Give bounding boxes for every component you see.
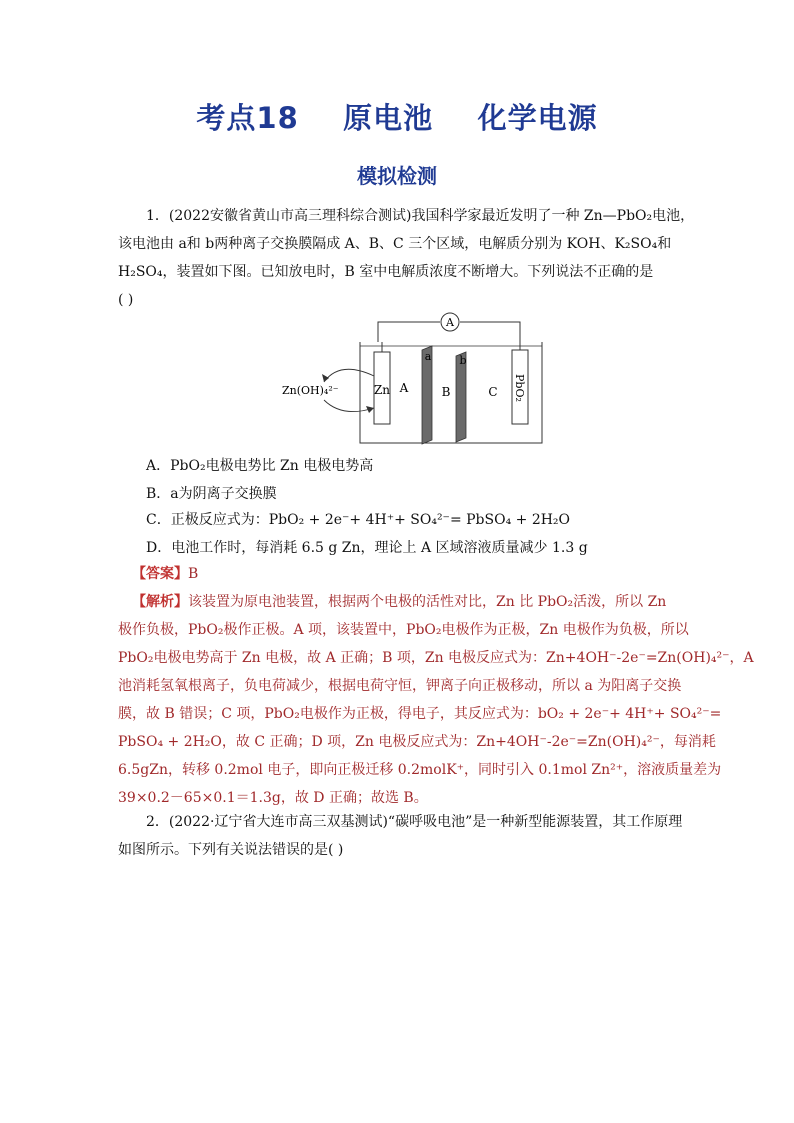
analysis-line-7: 6.5gZn，转移 0.2mol 电子，即向正极迁移 0.2molK⁺，同时引入 0.1mol Zn²⁺，溶液质量差为 — [118, 762, 722, 778]
title-part-3: 化学电源 — [477, 101, 598, 135]
answer-tag: 【答案】 — [132, 566, 188, 582]
analysis-line-2: 极作负极，PbO₂极作正极。A 项，该装置中，PbO₂电极作为正极，Zn 电极作为负极，所以 — [118, 622, 689, 638]
q2-line-1: 2．(2022·辽宁省大连市高三双基测试)“碳呼吸电池”是一种新型能源装置，其工作原理 — [146, 814, 683, 830]
analysis-line-4: 池消耗氢氧根离子，负电荷减少，根据电荷守恒，钾离子向正极移动，所以 a 为阳离子交换 — [118, 678, 682, 694]
q1-line-4: ( ) — [118, 292, 134, 308]
pbo2-label: PbO₂ — [513, 374, 526, 402]
zincate-ion-label: Zn(OH)₄²⁻ — [282, 384, 339, 397]
question-2-stem — [146, 808, 706, 836]
page-title — [0, 96, 794, 137]
region-b-label: B — [441, 385, 451, 399]
answer-value: B — [188, 566, 199, 582]
analysis-line-3: PbO₂电极电势高于 Zn 电极，故 A 正确；B 项，Zn 电极反应式为：Zn+4OH⁻-2e⁻=Zn(OH)₄²⁻，A — [118, 650, 754, 666]
option-a: A．PbO₂电极电势比 Zn 电极电势高 — [146, 458, 374, 474]
analysis-line-6: PbSO₄ + 2H₂O，故 C 正确；D 项，Zn 电极反应式为：Zn+4OH⁻-2e⁻=Zn(OH)₄²⁻，每消耗 — [118, 734, 716, 750]
answer-line — [132, 560, 198, 588]
analysis-line-1: 该装置为原电池装置，根据两个电极的活性对比，Zn 比 PbO₂活泼，所以 Zn — [188, 594, 667, 610]
analysis-tag: 【解析】 — [132, 594, 188, 610]
membrane-a-label: a — [424, 350, 432, 363]
analysis-body — [118, 616, 754, 812]
battery-diagram — [280, 312, 550, 448]
analysis-line-5: 膜，故 B 错误；C 项，PbO₂电极作为正极，得电子，其反应式为：bO₂ + 2e⁻+ 4H⁺+ SO₄²⁻= — [118, 706, 722, 722]
question-1-stem — [146, 202, 706, 230]
title-part-2: 原电池 — [343, 101, 434, 135]
q1-line-2: 该电池由 a和 b两种离子交换膜隔成 A、B、C 三个区域，电解质分别为 KOH、K₂SO₄和 — [118, 236, 672, 252]
q1-line-3: H₂SO₄，装置如下图。已知放电时，B 室中电解质浓度不断增大。下列说法不正确的是 — [118, 264, 654, 280]
title-part-1: 考点18 — [196, 101, 299, 135]
membrane-b-label: b — [459, 354, 467, 367]
zn-label: Zn — [373, 383, 391, 397]
region-a-label: A — [399, 381, 409, 395]
question-2-stem-cont — [118, 836, 698, 864]
ammeter-label: A — [446, 316, 454, 329]
analysis-first-line — [132, 588, 712, 616]
option-c: C．正极反应式为：PbO₂ + 2e⁻+ 4H⁺+ SO₄²⁻= PbSO₄ + 2H₂O — [146, 512, 571, 528]
region-c-label: C — [488, 385, 498, 399]
analysis-line-8: 39×0.2－65×0.1＝1.3g，故 D 正确；故选 B。 — [118, 790, 428, 806]
option-d: D．电池工作时，每消耗 6.5 g Zn，理论上 A 区域溶液质量减少 1.3 g — [146, 540, 588, 556]
option-b: B．a为阴离子交换膜 — [146, 486, 277, 502]
q1-line-1: 1．(2022安徽省黄山市高三理科综合测试)我国科学家最近发明了一种 Zn—PbO₂电池， — [146, 208, 695, 224]
question-1-stem-cont — [118, 230, 698, 314]
section-subtitle: 模拟检测 — [357, 164, 437, 188]
q2-line-2: 如图所示。下列有关说法错误的是( ) — [118, 842, 344, 858]
